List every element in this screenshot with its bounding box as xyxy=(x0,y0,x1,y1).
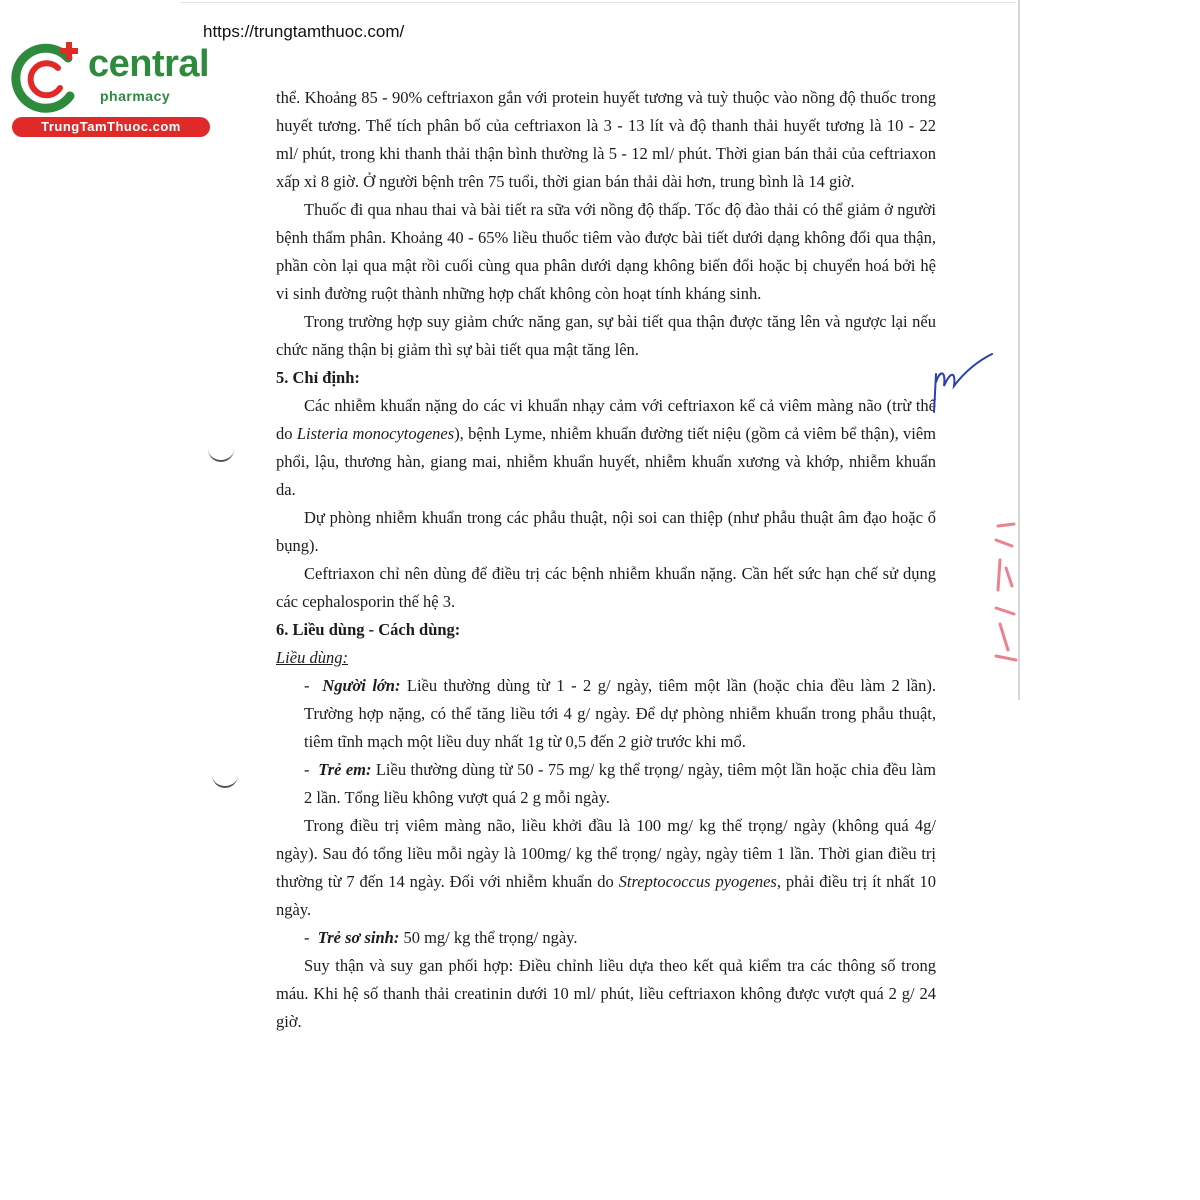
text-segment: Các nhiễm khuẩn nặng do các vi khuẩn nhạy cảm với ceftriaxon kể cả viêm màng não (trừ thể do xyxy=(276,396,936,443)
red-stamp-edge xyxy=(992,520,1018,666)
central-c-cross-icon xyxy=(10,38,90,116)
italic-species-name: Listeria monocytogenes xyxy=(296,424,455,443)
document-body xyxy=(276,84,936,1036)
logo-wordmark: central xyxy=(88,43,210,85)
text-segment: ), bệnh Lyme, nhiễm khuẩn đường tiết niệu (gồm cả viêm bể thận), viêm phổi, lậu, thương hàn, giang mai, nhiễm khuẩn huyết, nhiễm khuẩn xương và khớp, nhiễm khuẩn da. xyxy=(276,424,937,499)
central-pharmacy-logo[interactable] xyxy=(10,38,215,138)
paragraph-hepatic-renal: Trong trường hợp suy giảm chức năng gan, sự bài tiết qua thận được tăng lên và ngược lại nếu chức năng thận bị giảm thì sự bài tiết qua mật tăng lên. xyxy=(276,312,936,359)
subheading-dosage xyxy=(276,644,936,672)
child-text: Liều thường dùng từ 50 - 75 mg/ kg thể trọng/ ngày, tiêm một lần hoặc chia đều làm 2 lần. Tổng liều không vượt quá 2 g mỗi ngày. xyxy=(304,760,936,807)
binder-hole-mark xyxy=(208,446,234,462)
dosage-underlined-label: Liều dùng: xyxy=(276,648,348,667)
source-url-link[interactable]: https://trungtamthuoc.com/ xyxy=(203,22,405,41)
newborn-text: 50 mg/ kg thể trọng/ ngày. xyxy=(399,928,578,947)
child-label: Trẻ em: xyxy=(318,760,372,779)
text-segment: , phải điều trị ít nhất 10 ngày. xyxy=(276,872,936,919)
scan-page-edge xyxy=(1018,0,1020,700)
section-heading-dosage: 6. Liều dùng - Cách dùng: xyxy=(276,620,461,639)
list-item-child: - Trẻ em: Liều thường dùng từ 50 - 75 mg/ kg thể trọng/ ngày, tiêm một lần hoặc chia đều làm 2 lần. Tổng liều không vượt quá 2 g mỗi ngày. xyxy=(304,760,936,807)
paragraph-indications xyxy=(276,392,936,504)
list-item-newborn: - Trẻ sơ sinh: 50 mg/ kg thể trọng/ ngày. xyxy=(304,928,578,947)
paragraph-renal-hepatic-failure: Suy thận và suy gan phối hợp: Điều chỉnh liều dựa theo kết quả kiểm tra các thông số trong máu. Khi hệ số thanh thải creatinin dưới 10 ml/ phút, liều ceftriaxon không được vượt quá 2 g/ 24 giờ. xyxy=(276,956,936,1031)
list-item-adult: - Người lớn: Liều thường dùng từ 1 - 2 g/ ngày, tiêm một lần (hoặc chia đều làm 2 lần). Trường hợp nặng, có thể tăng liều tới 4 g/ ngày. Để dự phòng nhiễm khuẩn trong phẫu thuật, tiêm tĩnh mạch một liều duy nhất 1g từ 0,5 đến 2 giờ trước khi mổ. xyxy=(304,676,936,751)
handwritten-initials xyxy=(926,352,996,422)
paragraph-restriction: Ceftriaxon chỉ nên dùng để điều trị các bệnh nhiễm khuẩn nặng. Cần hết sức hạn chế sử dụng các cephalosporin thế hệ 3. xyxy=(276,564,936,611)
adult-text: Liều thường dùng từ 1 - 2 g/ ngày, tiêm một lần (hoặc chia đều làm 2 lần). Trường hợp nặng, có thể tăng liều tới 4 g/ ngày. Để dự phòng nhiễm khuẩn trong phẫu thuật, tiêm tĩnh mạch một liều duy nhất 1g từ 0,5 đến 2 giờ trước khi mổ. xyxy=(304,676,936,751)
logo-banner: TrungTamThuoc.com xyxy=(12,117,210,137)
logo-subtitle: pharmacy xyxy=(100,88,171,104)
italic-species-name: Streptococcus pyogenes xyxy=(618,872,777,891)
paragraph-elimination: Thuốc đi qua nhau thai và bài tiết ra sữa với nồng độ thấp. Tốc độ đào thải có thể giảm ở người bệnh thẩm phân. Khoảng 40 - 65% liều thuốc tiêm vào được bài tiết dưới dạng không đổi qua thận, phần còn lại qua mật rồi cuối cùng qua phân dưới dạng không biến đổi hoặc bị chuyển hoá bởi hệ vi sinh đường ruột thành những hợp chất không còn hoạt tính kháng sinh. xyxy=(276,200,936,303)
scan-top-edge xyxy=(180,2,1016,3)
section-heading-indications: 5. Chỉ định: xyxy=(276,368,360,387)
newborn-label: Trẻ sơ sinh: xyxy=(317,928,400,947)
paragraph-meningitis xyxy=(276,812,936,924)
adult-label: Người lớn: xyxy=(322,676,401,695)
paragraph-prophylaxis: Dự phòng nhiễm khuẩn trong các phẫu thuật, nội soi can thiệp (như phẫu thuật âm đạo hoặc ổ bụng). xyxy=(276,508,936,555)
text-segment: Trong điều trị viêm màng não, liều khởi đầu là 100 mg/ kg thể trọng/ ngày (không quá 4g/ ngày). Sau đó tổng liều mỗi ngày là 100mg/ kg thể trọng/ ngày, ngày tiêm 1 lần. Thời gian điều trị thường từ 7 đến 14 ngày. Đối với nhiễm khuẩn do xyxy=(276,816,936,891)
binder-hole-mark xyxy=(212,772,238,788)
paragraph-pharmacokinetics: thể. Khoảng 85 - 90% ceftriaxon gắn với protein huyết tương và tuỳ thuộc vào nồng độ thuốc trong huyết tương. Thể tích phân bố của ceftriaxon là 3 - 13 lít và độ thanh thải huyết tương là 10 - 22 ml/ phút, trong khi thanh thải thận bình thường là 5 - 12 ml/ phút. Thời gian bán thải của ceftriaxon xấp xỉ 8 giờ. Ở người bệnh trên 75 tuổi, thời gian bán thải dài hơn, trung bình là 14 giờ. xyxy=(276,88,936,191)
